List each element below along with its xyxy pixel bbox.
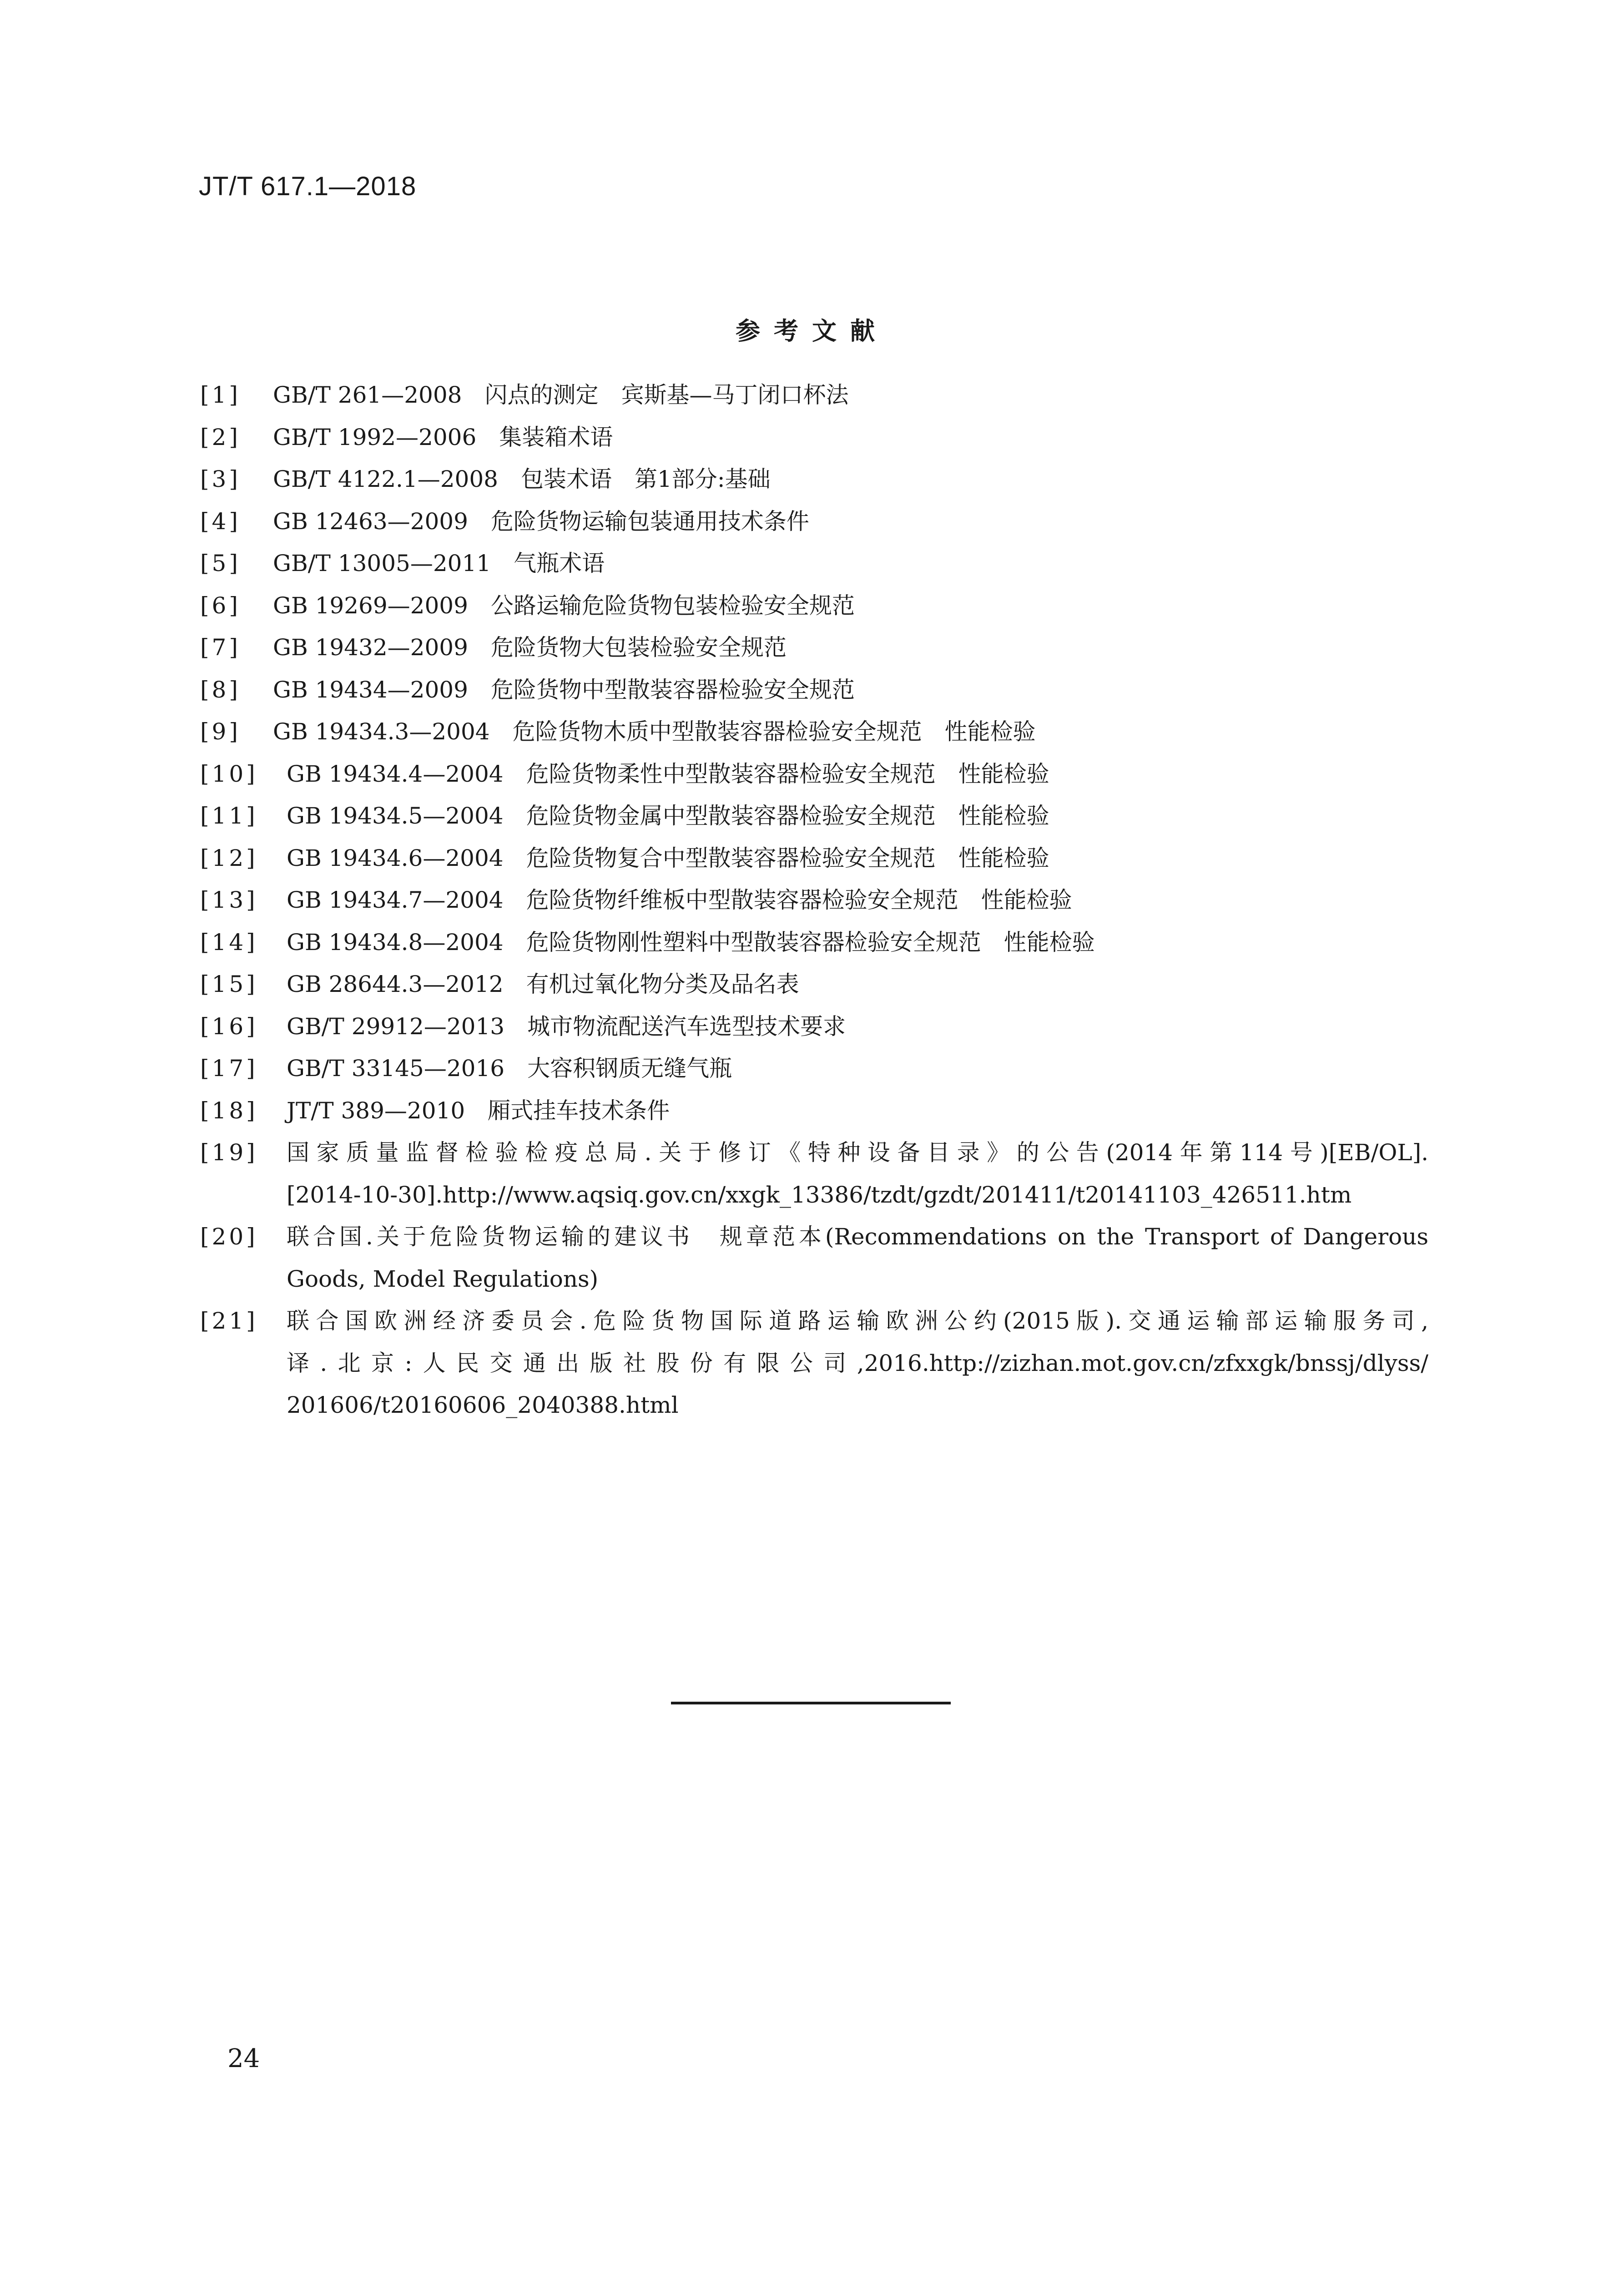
reference-line: Goods, Model Regulations) [287, 1265, 599, 1292]
reference-number: [15] [200, 971, 258, 997]
reference-line: 国家质量监督检验检疫总局.关于修订《特种设备目录》的公告(2014年第114号)[EB/OL]. [287, 1139, 1428, 1166]
reference-text [273, 374, 1428, 416]
reference-line: GB/T 13005—2011 气瓶术语 [273, 550, 605, 576]
reference-item [200, 1047, 1428, 1090]
reference-text [273, 458, 1428, 500]
reference-item [200, 753, 1428, 795]
reference-line: 译.北京:人民交通出版社股份有限公司,2016.http://zizhan.mot.gov.cn/zfxxgk/bnssj/dlyss/ [287, 1350, 1428, 1376]
reference-number: [21] [200, 1308, 258, 1334]
reference-text [287, 1132, 1428, 1216]
reference-line: [2014-10-30].http://www.aqsiq.gov.cn/xxgk_13386/tzdt/gzdt/201411/t20141103_426511.htm [287, 1181, 1352, 1208]
reference-line: GB 19434.4—2004 危险货物柔性中型散装容器检验安全规范 性能检验 [287, 760, 1049, 787]
reference-item [200, 1300, 1428, 1426]
reference-line: GB 19432—2009 危险货物大包装检验安全规范 [273, 634, 787, 661]
end-of-document-rule [671, 1702, 951, 1704]
reference-number: [16] [200, 1013, 258, 1040]
reference-text [287, 1006, 1428, 1048]
reference-item [200, 879, 1428, 921]
reference-item [200, 1216, 1428, 1300]
reference-line: GB/T 1992—2006 集装箱术语 [273, 424, 613, 450]
reference-text [273, 416, 1428, 459]
reference-item [200, 374, 1428, 416]
reference-text [287, 837, 1428, 880]
reference-number: [18] [200, 1097, 258, 1124]
reference-number: [1] [200, 382, 241, 408]
reference-number: [19] [200, 1139, 258, 1166]
reference-text [287, 1216, 1428, 1300]
reference-number: [14] [200, 929, 258, 956]
reference-number: [17] [200, 1055, 258, 1082]
reference-number: [5] [200, 550, 241, 576]
reference-line: GB 12463—2009 危险货物运输包装通用技术条件 [273, 508, 809, 535]
reference-line: GB 19269—2009 公路运输危险货物包装检验安全规范 [273, 592, 855, 619]
reference-line: GB/T 29912—2013 城市物流配送汽车选型技术要求 [287, 1013, 846, 1040]
reference-item [200, 921, 1428, 964]
reference-line: GB 19434.7—2004 危险货物纤维板中型散装容器检验安全规范 性能检验 [287, 887, 1072, 913]
reference-list [200, 374, 1428, 1426]
reference-number: [4] [200, 508, 241, 535]
reference-line: GB 19434.8—2004 危险货物刚性塑料中型散装容器检验安全规范 性能检验 [287, 929, 1095, 956]
reference-line: GB 28644.3—2012 有机过氧化物分类及品名表 [287, 971, 799, 997]
reference-number: [12] [200, 844, 258, 871]
reference-text [287, 753, 1428, 795]
reference-number: [10] [200, 760, 258, 787]
reference-item [200, 542, 1428, 585]
reference-number: [13] [200, 887, 258, 913]
reference-text [287, 1047, 1428, 1090]
reference-item [200, 458, 1428, 500]
reference-text [287, 921, 1428, 964]
reference-item [200, 416, 1428, 459]
reference-item [200, 585, 1428, 627]
reference-item [200, 1090, 1428, 1132]
reference-text [287, 1300, 1428, 1426]
reference-text [273, 627, 1428, 669]
reference-number: [6] [200, 592, 241, 619]
reference-line: GB 19434—2009 危险货物中型散装容器检验安全规范 [273, 676, 855, 703]
reference-number: [20] [200, 1223, 258, 1250]
reference-text [273, 500, 1428, 543]
reference-item [200, 669, 1428, 711]
section-title: 参考文献 [736, 317, 888, 345]
reference-text [287, 879, 1428, 921]
reference-item [200, 837, 1428, 880]
reference-line: GB/T 261—2008 闪点的测定 宾斯基—马丁闭口杯法 [273, 382, 849, 408]
document-code: JT/T 617.1—2018 [199, 172, 417, 201]
reference-line: GB 19434.3—2004 危险货物木质中型散装容器检验安全规范 性能检验 [273, 718, 1036, 745]
reference-line: 201606/t20160606_2040388.html [287, 1392, 679, 1418]
reference-line: GB 19434.6—2004 危险货物复合中型散装容器检验安全规范 性能检验 [287, 844, 1049, 871]
reference-line: 联合国欧洲经济委员会.危险货物国际道路运输欧洲公约(2015版).交通运输部运输服务司, [287, 1308, 1428, 1334]
reference-item [200, 1132, 1428, 1216]
reference-text [287, 1090, 1428, 1132]
reference-number: [8] [200, 676, 241, 703]
reference-item [200, 500, 1428, 543]
reference-line: JT/T 389—2010 厢式挂车技术条件 [287, 1097, 670, 1124]
reference-number: [7] [200, 634, 241, 661]
reference-number: [2] [200, 424, 241, 450]
reference-item [200, 1006, 1428, 1048]
reference-line: GB/T 33145—2016 大容积钢质无缝气瓶 [287, 1055, 732, 1082]
reference-number: [9] [200, 718, 241, 745]
reference-line: 联合国.关于危险货物运输的建议书 规章范本(Recommendations on the Transport of Dangerous [287, 1223, 1428, 1250]
reference-text [273, 669, 1428, 711]
reference-line: GB 19434.5—2004 危险货物金属中型散装容器检验安全规范 性能检验 [287, 803, 1049, 829]
reference-item [200, 711, 1428, 753]
reference-item [200, 627, 1428, 669]
reference-text [273, 585, 1428, 627]
reference-text [273, 711, 1428, 753]
reference-line: GB/T 4122.1—2008 包装术语 第1部分:基础 [273, 466, 771, 492]
reference-text [287, 795, 1428, 837]
reference-number: [3] [200, 466, 241, 492]
reference-text [273, 542, 1428, 585]
page-number: 24 [227, 2044, 260, 2073]
reference-item [200, 963, 1428, 1006]
reference-number: [11] [200, 803, 258, 829]
reference-text [287, 963, 1428, 1006]
reference-item [200, 795, 1428, 837]
